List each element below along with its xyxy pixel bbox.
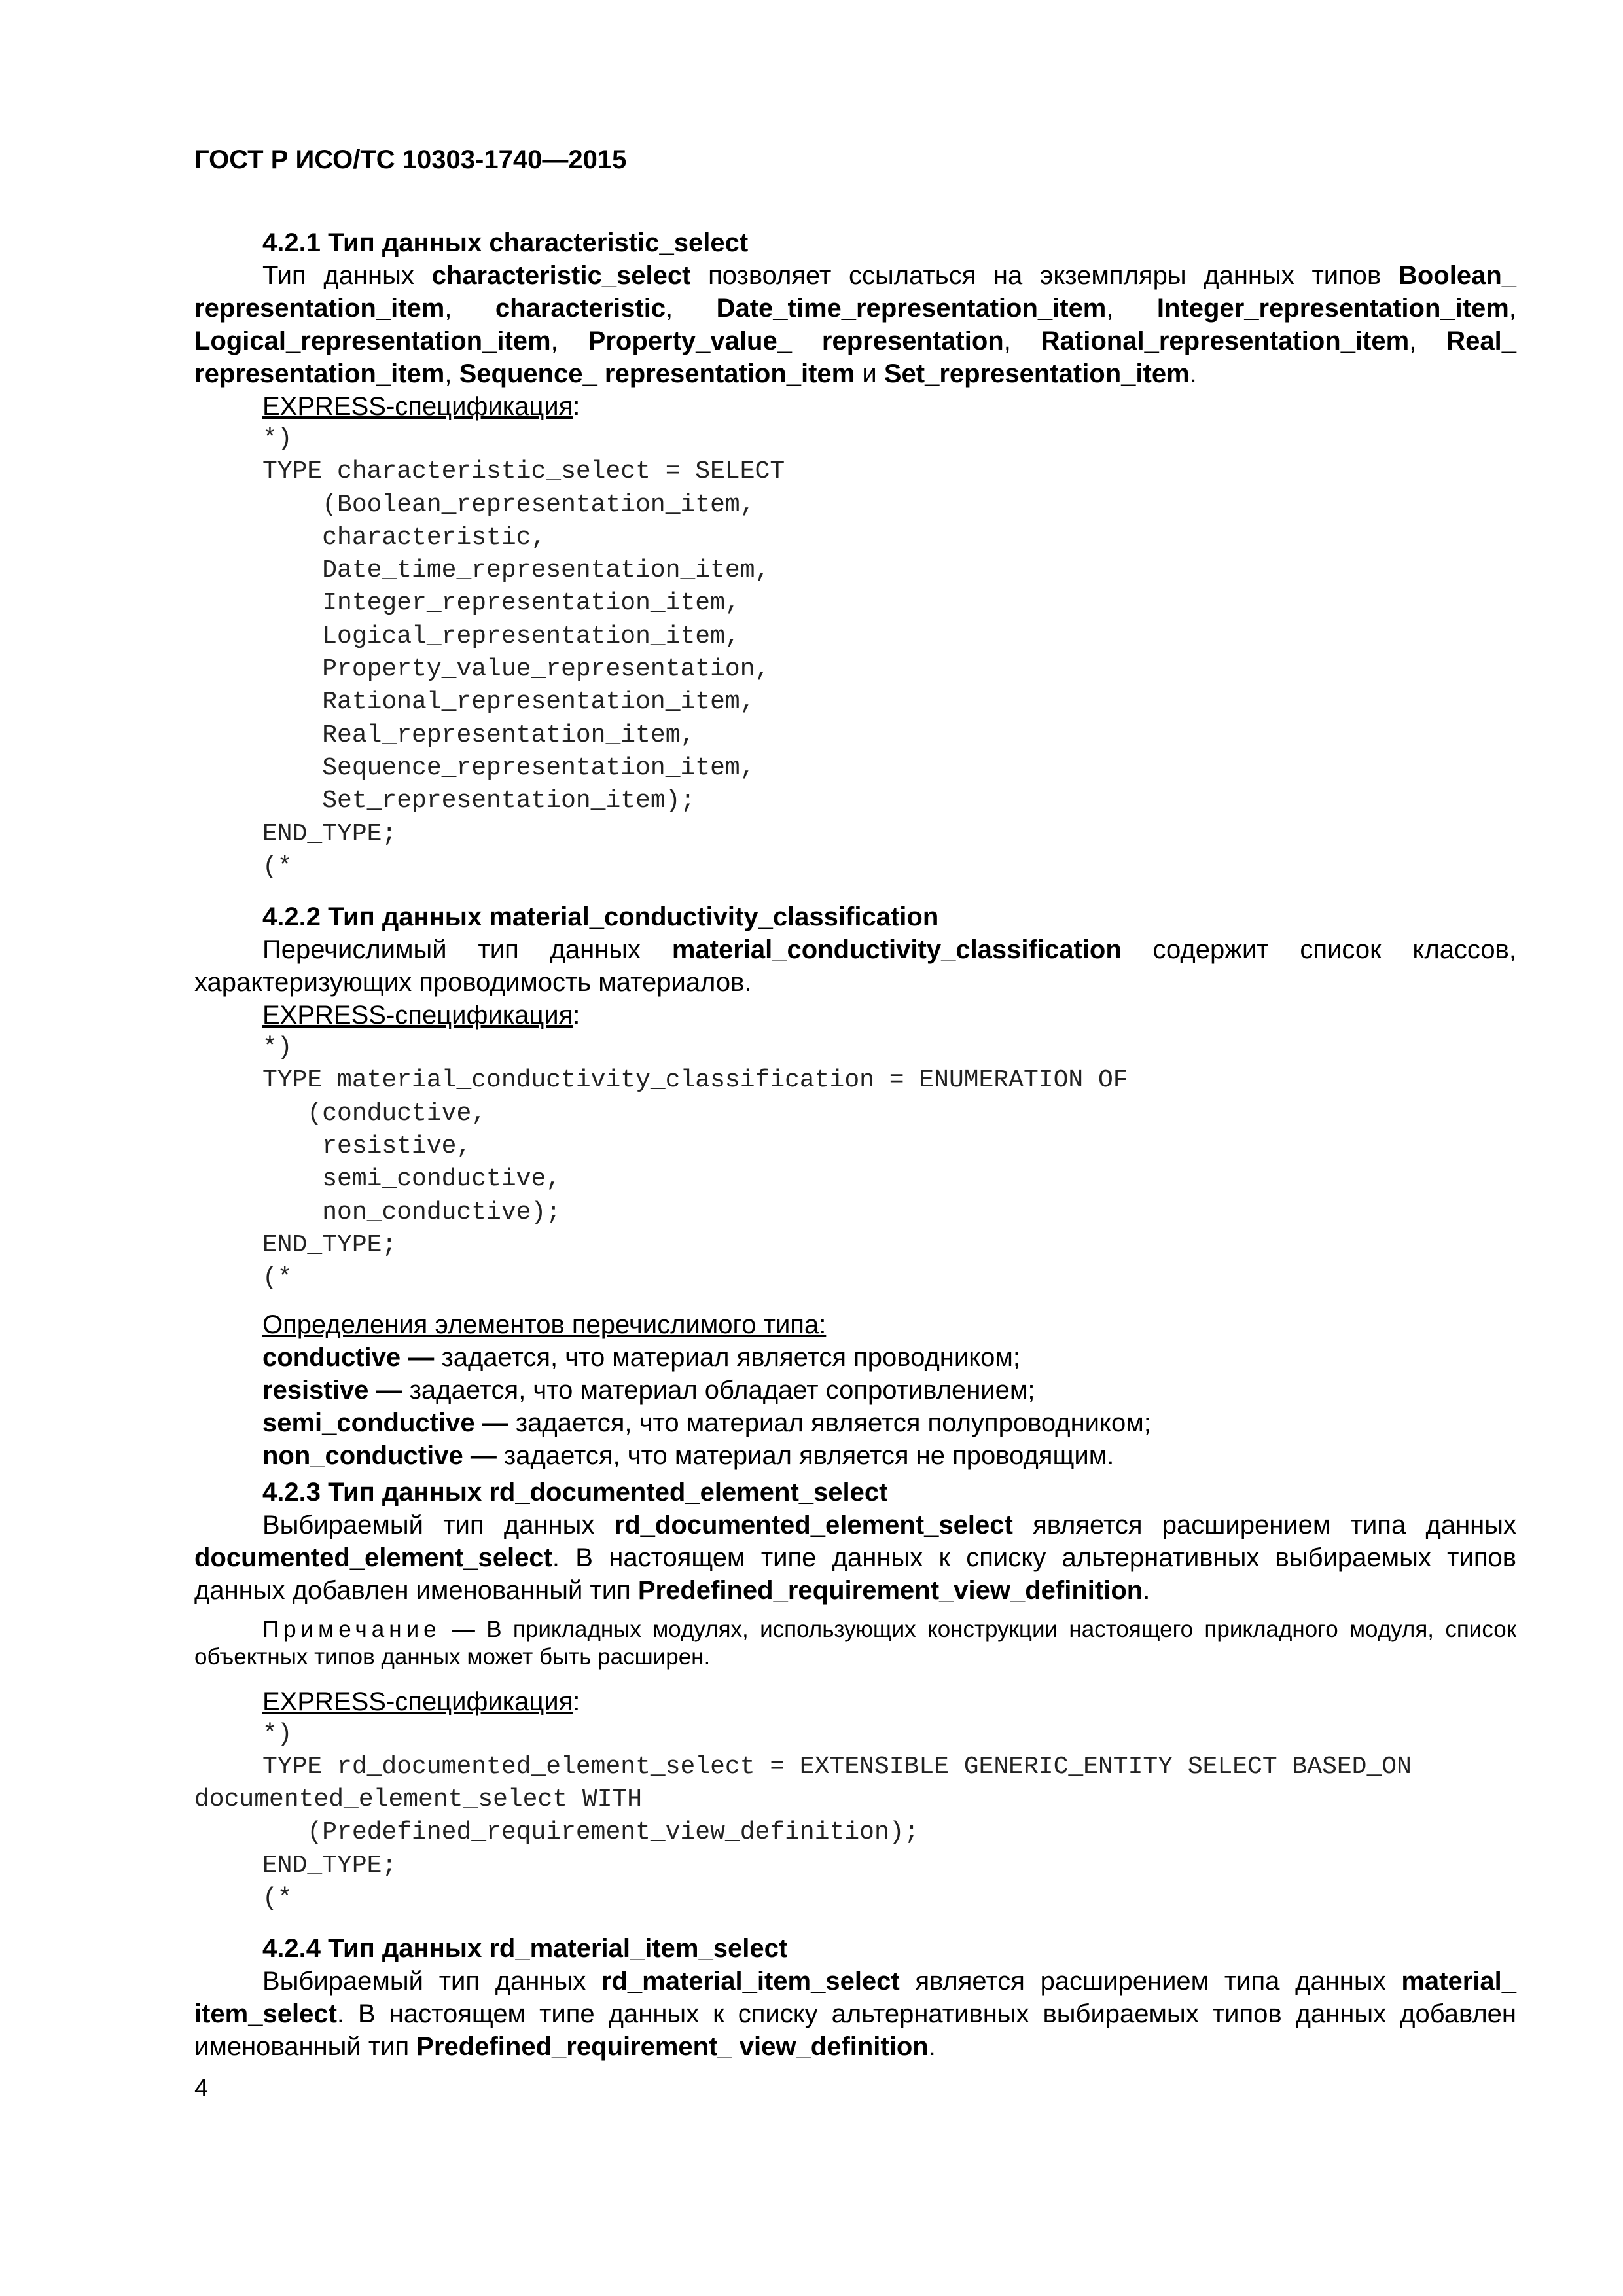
- section-heading-4-2-3: 4.2.3 Тип данных rd_documented_element_select: [262, 1477, 888, 1507]
- express-code-4-2-3-wrap: documented_element_select WITH: [194, 1785, 643, 1814]
- paragraph-4-2-2: Перечислимый тип данных material_conductivity_classification содержит список классов, характеризующих проводимость материалов.: [194, 935, 1516, 997]
- express-code-4-2-2: *) TYPE material_conductivity_classification = ENUMERATION OF (conductive, resistive, semi_conductive, non_conductive); END_TYPE; (*: [262, 1033, 1128, 1293]
- note-label: Примечание: [262, 1616, 441, 1642]
- express-label-4-2-3: EXPRESS-спецификация:: [262, 1687, 580, 1716]
- paragraph-4-2-4: Выбираемый тип данных rd_material_item_select является расширением типа данных material_ item_select. В настоящем типе данных к списку альтернативных выбираемых типов данных добавлен именованный тип Predefined_requirement_ view_definition.: [194, 1967, 1516, 2062]
- express-code-4-2-3-start: *) TYPE rd_documented_element_select = EXTENSIBLE GENERIC_ENTITY SELECT BASED_ON: [262, 1719, 1412, 1781]
- definitions-label: Определения элементов перечислимого типа:: [262, 1310, 827, 1339]
- page-number: 4: [194, 2075, 209, 2102]
- document-page: [194, 0, 1516, 2296]
- express-label-4-2-2: EXPRESS-спецификация:: [262, 1001, 580, 1030]
- definition-item: non_conductive — задается, что материал является не проводящим.: [262, 1441, 1115, 1470]
- document-content: [194, 223, 1516, 2063]
- definition-item: resistive — задается, что материал обладает сопротивлением;: [262, 1375, 1035, 1405]
- paragraph-4-2-3: Выбираемый тип данных rd_documented_element_select является расширением типа данных documented_element_select. В настоящем типе данных к списку альтернативных выбираемых типов данных добавлен именованный тип Predefined_requirement_view_definition.: [194, 1510, 1516, 1605]
- paragraph-4-2-1: Тип данных characteristic_select позволяет ссылаться на экземпляры данных типов Boolean_ representation_item, characteristic, Date_time_representation_item, Integer_representation_item, Logical_representation_item, Property_value_ representation, Rational_representation_item, Real_ representation_item, Sequence_ representation_item и Set_representation_item.: [194, 261, 1516, 388]
- definition-item: conductive — задается, что материал является проводником;: [262, 1342, 1021, 1372]
- section-heading-4-2-4: 4.2.4 Тип данных rd_material_item_select: [262, 1934, 788, 1964]
- express-code-4-2-3-end: (Predefined_requirement_view_definition); END_TYPE; (*: [262, 1818, 919, 1913]
- note-4-2-3: Примечание — В прикладных модулях, использующих конструкции настоящего прикладного модуля, список объектных типов данных может быть расширен.: [194, 1616, 1516, 1670]
- document-header: ГОСТ Р ИСО/ТС 10303-1740—2015: [194, 145, 627, 174]
- express-label-4-2-1: EXPRESS-спецификация:: [262, 392, 580, 421]
- section-heading-4-2-2: 4.2.2 Тип данных material_conductivity_classification: [262, 903, 939, 932]
- express-code-4-2-1: *) TYPE characteristic_select = SELECT (Boolean_representation_item, characteristic, Date_time_representation_item, Integer_representation_item, Logical_representation_item, Property_value_representation, Rational_representation_item, Real_representation_item, Sequence_representation_item, Set_representation_item); END_TYPE; (*: [262, 425, 785, 881]
- section-heading-4-2-1: 4.2.1 Тип данных characteristic_select: [262, 228, 749, 257]
- definition-item: semi_conductive — задается, что материал является полупроводником;: [262, 1408, 1151, 1437]
